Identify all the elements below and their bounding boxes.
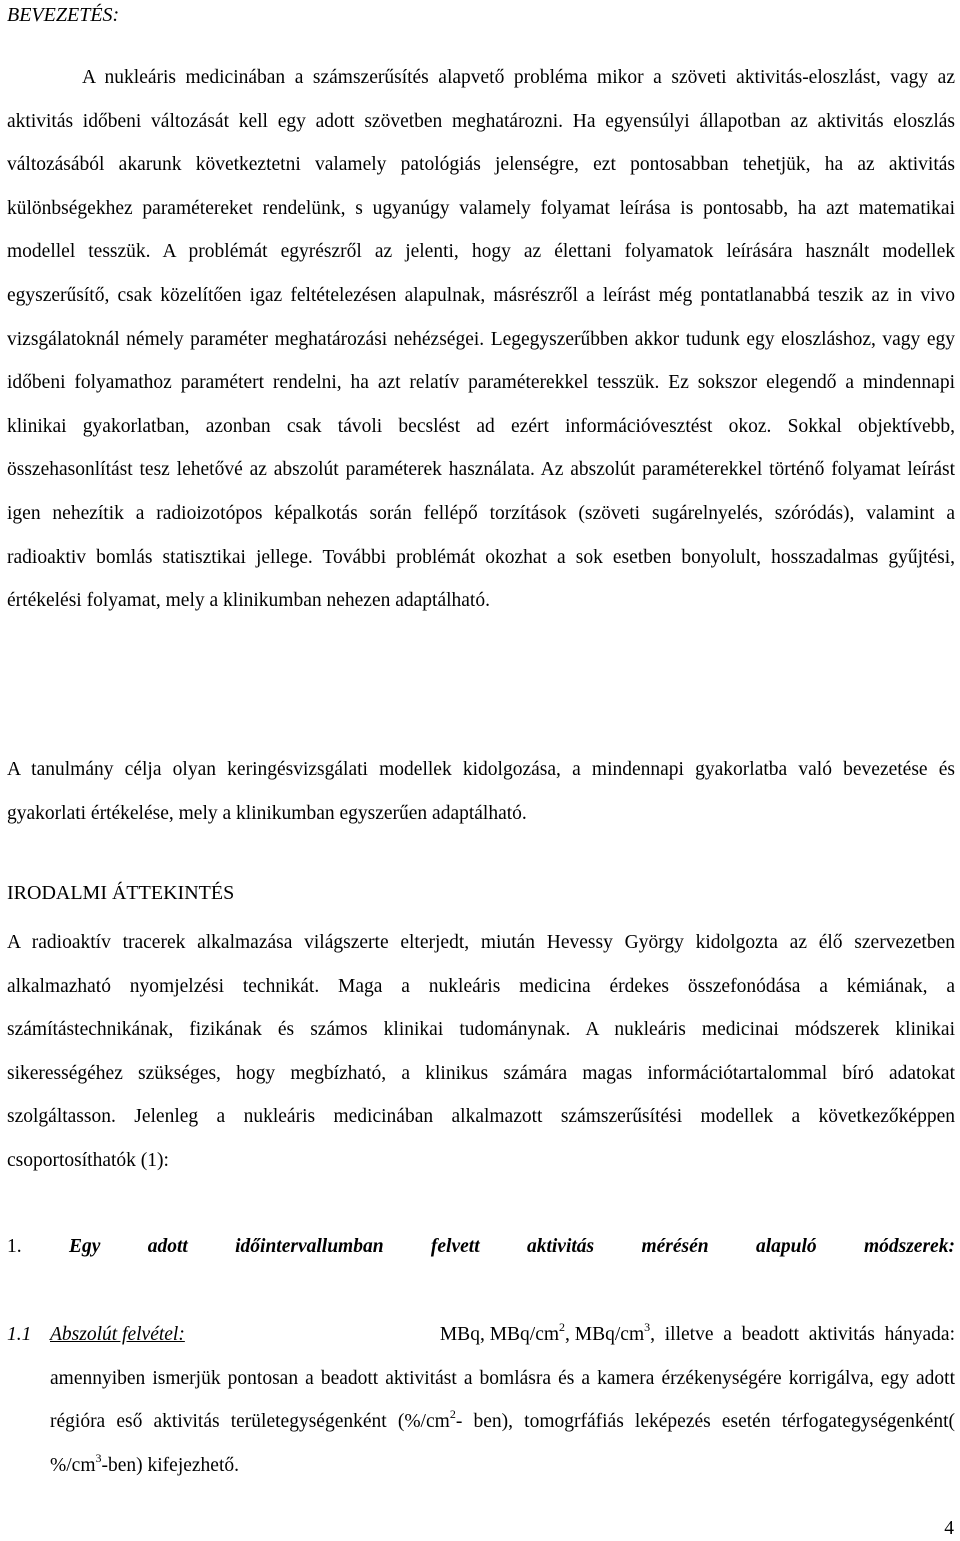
unit-mbq: MBq,: [439, 1324, 485, 1345]
list-item-word: módszerek:: [863, 1236, 955, 1257]
unit-exponent: 3: [644, 1320, 651, 1334]
sub-item-title: Abszolút felvétel:: [50, 1324, 185, 1345]
page-number: 4: [944, 1518, 954, 1539]
unit-mbq-cm2: MBq/cm: [489, 1324, 560, 1345]
unit-exponent: 3: [95, 1450, 102, 1465]
sub-item-1-1: [7, 1313, 955, 1487]
list-item-word: felvett: [430, 1236, 480, 1257]
list-item-word: Egy: [68, 1236, 101, 1257]
aim-paragraph: A tanulmány célja olyan keringésvizsgálati modellek kidolgozása, a mindennapi gyakorlatba való bevezetése és gyakorlati értékelése, mely a klinikumban egyszerűen adaptálható.: [7, 759, 955, 824]
unit-exponent: 2: [559, 1320, 566, 1334]
intro-heading: BEVEZETÉS:: [7, 4, 120, 26]
hyphen: -: [455, 1411, 463, 1432]
unit-exponent: 2: [449, 1407, 456, 1421]
literature-heading: IRODALMI ÁTTEKINTÉS: [7, 882, 235, 904]
list-item-1: [7, 1227, 955, 1267]
list-item-word: alapuló: [755, 1236, 817, 1257]
list-item-number: 1.: [7, 1236, 22, 1257]
sub-item-body: [7, 1357, 955, 1488]
unit-separator: ,: [565, 1324, 570, 1345]
sub-item-first-line: [7, 1313, 955, 1357]
sub-item-line3-end: -ben) kifejezhető.: [101, 1454, 239, 1476]
sub-item-line2: amennyiben ismerjük pontosan a beadott aktivitást a bomlásra és a kamera érzékenységére korrigálva, egy adott régióra eső aktivitás területegységenként (%/cm: [50, 1367, 955, 1432]
sub-item-line1-rest: , illetve a beadott aktivitás hányada:: [650, 1324, 955, 1345]
sub-item-number: 1.1: [7, 1324, 32, 1345]
list-item-word: mérésén: [641, 1236, 709, 1257]
sub-item-line3: ben), tomogrfáfiás leképezés esetén térfogategységenként( %/cm: [50, 1411, 955, 1476]
intro-paragraph: A nukleáris medicinában a számszerűsítés alapvető probléma mikor a szöveti aktivitás-eloszlást, vagy az aktivitás időbeni változását kell egy adott szövetben meghatározni. Ha egyensúlyi állapotban az aktivitás eloszlás változásából akarunk következtetni valamely patológiás jelenségre, ezt pontosabban tehetjük, ha az aktivitás különbségekhez paramétereket rendelünk, s ugyanúgy valamely folyamat leírása is pontosabb, ha azt matematikai modellel tesszük. A problémát egyrészről az jelenti, hogy az élettani folyamatok leírására használt modellek egyszerűsítő, csak közelítően igaz feltételezésen alapulnak, másrészről a leírást még pontatlanabbá teszik az in vivo vizsgálatoknál némely paraméter meghatározási nehézségei. Legegyszerűbben akkor tudunk egy eloszláshoz, vagy egy időbeni folyamathoz paramétert rendelni, ha azt relatív paraméterekkel tesszük. Ez sokszor elegendő a mindennapi klinikai gyakorlatban, azonban csak távoli becslést ad ezért információvesztést okoz. Sokkal objektívebb, összehasonlítást tesz lehetővé az abszolút paraméterek használata. Az abszolút paraméterekkel történő folyamat leírást igen nehezítik a radioizotópos képalkotás során fellépő torzítások (szöveti sugárelnyelés, szóródás), valamint a radioaktiv bomlás statisztikai jellege. További problémát okozhat a sok esetben bonyolult, hosszadalmas gyűjtési, értékelési folyamat, mely a klinikumban nehezen adaptálható.: [7, 67, 955, 612]
unit-mbq-cm3: MBq/cm: [574, 1324, 645, 1345]
list-item-word: aktivitás: [526, 1236, 595, 1257]
literature-paragraph: A radioaktív tracerek alkalmazása világszerte elterjedt, miután Hevessy György kidolgozta az élő szervezetben alkalmazható nyomjelzési technikát. Maga a nukleáris medicina érdekes összefonódása a kémiának, a számítástechnikának, fizikának és számos klinikai tudománynak. A nukleáris medicinai módszerek klinikai sikerességéhez szükséges, hogy megbízható, a klinikus számára magas információtartalommal bíró adatokat szolgáltasson. Jelenleg a nukleáris medicinában alkalmazott számszerűsítési modellek a következőképpen csoportosíthatók (1):: [7, 932, 955, 1171]
list-item-word: adott: [147, 1236, 188, 1257]
list-item-word: időintervallumban: [235, 1236, 384, 1257]
